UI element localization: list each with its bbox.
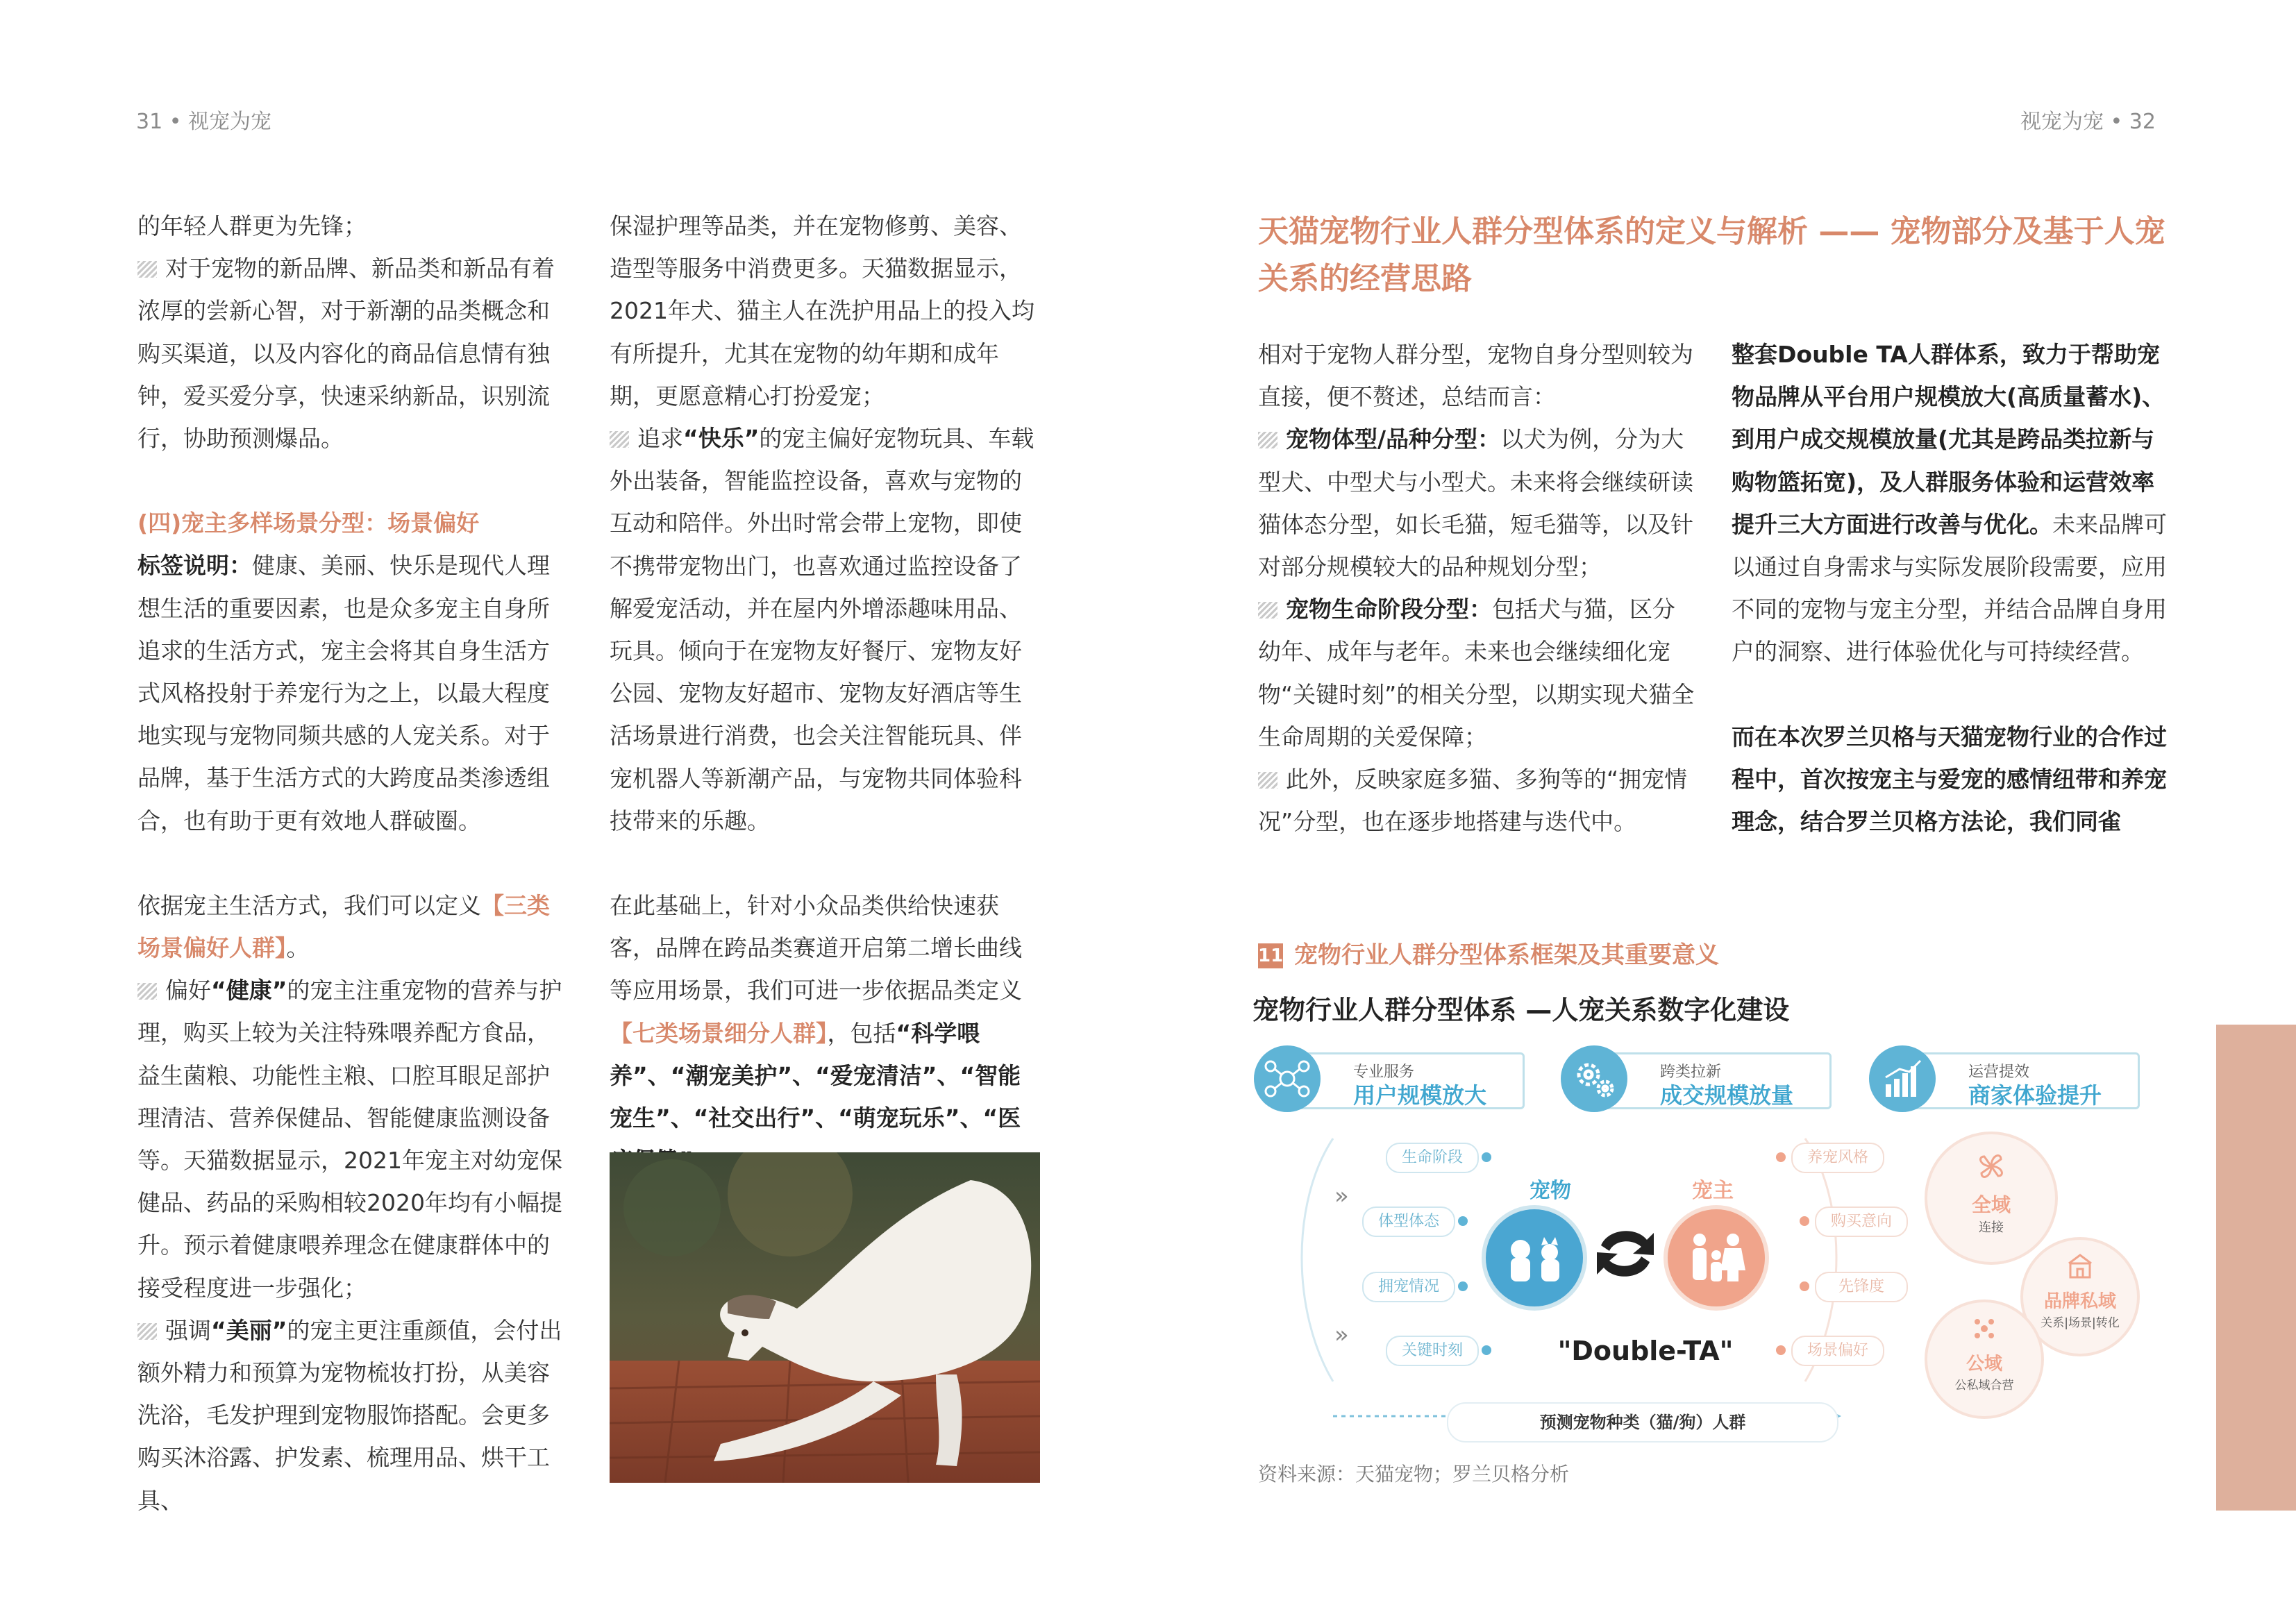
hatch-bullet-icon — [1258, 772, 1277, 789]
tag-scene-preference: 场景偏好 — [1791, 1336, 1884, 1366]
section-heading: (四)宠主多样场景分型：场景偏好 — [137, 510, 480, 537]
domain-circle-public: 公域 公私域合营 — [1925, 1300, 2044, 1419]
hatch-bullet-icon — [1258, 432, 1277, 448]
define-paragraph: 依据宠主生活方式，我们可以定义【三类场景偏好人群】。 — [137, 891, 550, 962]
bullet-paragraph: 偏好“健康”的宠主注重宠物的营养与护理，购买上较为关注特殊喂养配方食品，益生菌粮、功能性主粮、口腔耳眼足部护理清洁、营养保健品、智能健康监测设备等。天猫数据显示，2021年宠主对幼宠保健品、药品的采购相较2020年均有小幅提升。预示着健康喂养理念在健康群体中的接受程度进一步强化； — [137, 977, 562, 1302]
pinwheel-icon — [1970, 1145, 2012, 1187]
bar-chart-icon — [1869, 1045, 1936, 1112]
label-paragraph: 标签说明：健康、美丽、快乐是现代人理想生活的重要因素，也是众多宠主自身所追求的生活方式，宠主会将其自身生活方式风格投射于养宠行为之上，以最大程度地实现与宠物同频共感的人宠关系。对于品牌，基于生活方式的大跨度品类渗透组合，也有助于更有效地人群破圈。 — [137, 552, 550, 834]
cat-stretching-photo — [610, 1152, 1040, 1483]
domain-circle-private: 品牌私域 关系|场景|转化 — [2020, 1237, 2140, 1356]
bullet-paragraph: 此外，反映家庭多猫、多狗等的“拥宠情况”分型，也在逐步地搭建与迭代中。 — [1258, 766, 1688, 836]
svg-text:»: » — [1334, 1182, 1349, 1210]
tag-key-moment: 关键时刻 — [1386, 1336, 1479, 1366]
domain-circle-all: 全域 连接 — [1925, 1132, 2058, 1265]
paragraph: 的年轻人群更为先锋； — [137, 212, 367, 239]
text-column-2 — [610, 205, 1041, 1181]
dot — [1482, 1345, 1491, 1355]
running-header-left: 31 • 视宠为宠 — [136, 110, 271, 134]
hatch-bullet-icon — [1258, 602, 1277, 619]
svg-text:»: » — [1334, 1321, 1349, 1349]
gears-icon — [1561, 1045, 1627, 1112]
paragraph: 而在本次罗兰贝格与天猫宠物行业的合作过程中，首次按宠主与爱宠的感情纽带和养宠理念，结合罗兰贝格方法论，我们同雀 — [1732, 723, 2167, 836]
dot — [1776, 1152, 1786, 1162]
pill-user-scale: 专业服务 用户规模放大 — [1271, 1052, 1525, 1109]
dot — [1800, 1281, 1809, 1291]
cat-dog-icon — [1486, 1209, 1583, 1306]
dot — [1776, 1345, 1786, 1355]
figure-title: 宠物行业人群分型体系 —人宠关系数字化建设 — [1252, 995, 1790, 1025]
hatch-bullet-icon — [610, 431, 629, 448]
owner-circle — [1664, 1205, 1769, 1311]
bullet-paragraph: 强调“美丽”的宠主更注重颜值，会付出额外精力和预算为宠物梳妆打扮，从美容洗浴，毛发护理到宠物服饰搭配。会更多购买沐浴露、护发素、梳理用品、烘干工具、 — [137, 1316, 562, 1514]
tag-life-stage: 生命阶段 — [1386, 1143, 1479, 1173]
text-column-4 — [1732, 333, 2173, 843]
bullet-paragraph: 追求“快乐”的宠主偏好宠物玩具、车载外出装备，智能监控设备，喜欢与宠物的互动和陪伴。外出时常会带上宠物，即使不携带宠物出门，也喜欢通过监控设备了解爱宠活动，并在屋内外增添趣味用品、玩具。倾向于在宠物友好餐厅、宠物友好公园、宠物友好超市、宠物友好酒店等生活场景进行消费，也会关注智能玩具、伴宠机器人等新潮产品，与宠物共同体验科技带来的乐趣。 — [610, 425, 1034, 834]
tag-ownership: 拥宠情况 — [1362, 1272, 1455, 1302]
hatch-bullet-icon — [137, 983, 157, 1000]
bullet-paragraph: 对于宠物的新品牌、新品类和新品有着浓厚的尝新心智，对于新潮的品类概念和购买渠道，以及内容化的商品信息情有独钟，爱买爱分享，快速采纳新品，识别流行，协助预测爆品。 — [137, 255, 555, 453]
paragraph: 相对于宠物人群分型，宠物自身分型则较为直接，便不赘述，总结而言： — [1258, 341, 1693, 411]
dot — [1458, 1216, 1468, 1226]
bullet-paragraph: 宠物体型/品种分型：以犬为例，分为大型犬、中型犬与小型犬。未来将会继续研读猫体态分型，如长毛猫，短毛猫等，以及针对部分规模较大的品种规划分型； — [1258, 426, 1693, 581]
pill-transaction-scale: 跨类拉新 成交规模放量 — [1577, 1052, 1832, 1109]
paragraph: 在此基础上，针对小众品类供给快速获客，品牌在跨品类赛道开启第二增长曲线等应用场景，我们可进一步依据品类定义【七类场景细分人群】，包括“科学喂养”、“潮宠美护”、“爱宠清洁”、“智能宠生”、“社交出行”、“萌宠玩乐”、“医 — [610, 892, 1022, 1132]
shop-icon — [2062, 1248, 2098, 1284]
pill-merchant-experience: 运营提效 商家体验提升 — [1886, 1052, 2140, 1109]
tag-pioneer-degree: 先锋度 — [1815, 1272, 1908, 1302]
family-icon — [1668, 1209, 1765, 1306]
pet-label: 宠物 — [1530, 1179, 1571, 1203]
double-ta-diagram — [1250, 1041, 2152, 1451]
bullet-paragraph: 宠物生命阶段分型：包括犬与猫，区分幼年、成年与老年。未来也会继续细化宠物“关键时刻”的相关分型，以期实现犬猫全生命周期的关爱保障； — [1258, 596, 1695, 750]
page-side-tab — [2216, 1025, 2296, 1511]
text-column-3 — [1258, 333, 1697, 843]
pet-circle — [1482, 1205, 1587, 1311]
paragraph: 保湿护理等品类，并在宠物修剪、美容、造型等服务中消费更多。天猫数据显示，2021年犬、猫主人在洗护用品上的投入均有所提升，尤其在宠物的幼年期和成年期，更愿意精心打扮爱宠； — [610, 212, 1034, 410]
tag-body-type: 体型体态 — [1362, 1206, 1455, 1237]
running-header-right: 视宠为宠 • 32 — [2020, 110, 2156, 134]
paragraph: 整套Double TA人群体系，致力于帮助宠物品牌从平台用户规模放大(高质量蓄水)、到用户成交规模放量(尤其是跨品类拉新与购物篮拓宽)，及人群服务体验和运营效率提升三大方面进行改善与优化。未来品牌可以通过自身需求与实际发展阶段需要，应用不同的宠物与宠主分型，并结合品牌自身用户的洞察、进行体验优化与可持续经营。 — [1732, 341, 2167, 666]
text-column-1 — [137, 205, 569, 1522]
figure-caption: 11 宠物行业人群分型体系框架及其重要意义 — [1258, 941, 1719, 969]
dot — [1458, 1281, 1468, 1291]
grid-nodes-icon — [1966, 1311, 2002, 1347]
predict-species-label: 预测宠物种类（猫/狗）人群 — [1447, 1402, 1838, 1443]
figure-number: 11 — [1258, 943, 1283, 968]
double-ta-label: "Double-TA" — [1557, 1336, 1734, 1366]
people-network-icon — [1254, 1045, 1321, 1112]
hatch-bullet-icon — [137, 261, 157, 278]
owner-label: 宠主 — [1692, 1179, 1734, 1203]
dot — [1800, 1216, 1809, 1226]
tag-purchase-intent: 购买意向 — [1815, 1206, 1908, 1237]
hatch-bullet-icon — [137, 1323, 157, 1340]
dot — [1482, 1152, 1491, 1162]
source-note: 资料来源：天猫宠物；罗兰贝格分析 — [1258, 1463, 1570, 1486]
tag-raising-style: 养宠风格 — [1791, 1143, 1884, 1173]
page-title: 天猫宠物行业人群分型体系的定义与解析 —— 宠物部分及基于人宠关系的经营思路 — [1258, 214, 2165, 296]
exchange-arrows-icon — [1587, 1219, 1664, 1288]
